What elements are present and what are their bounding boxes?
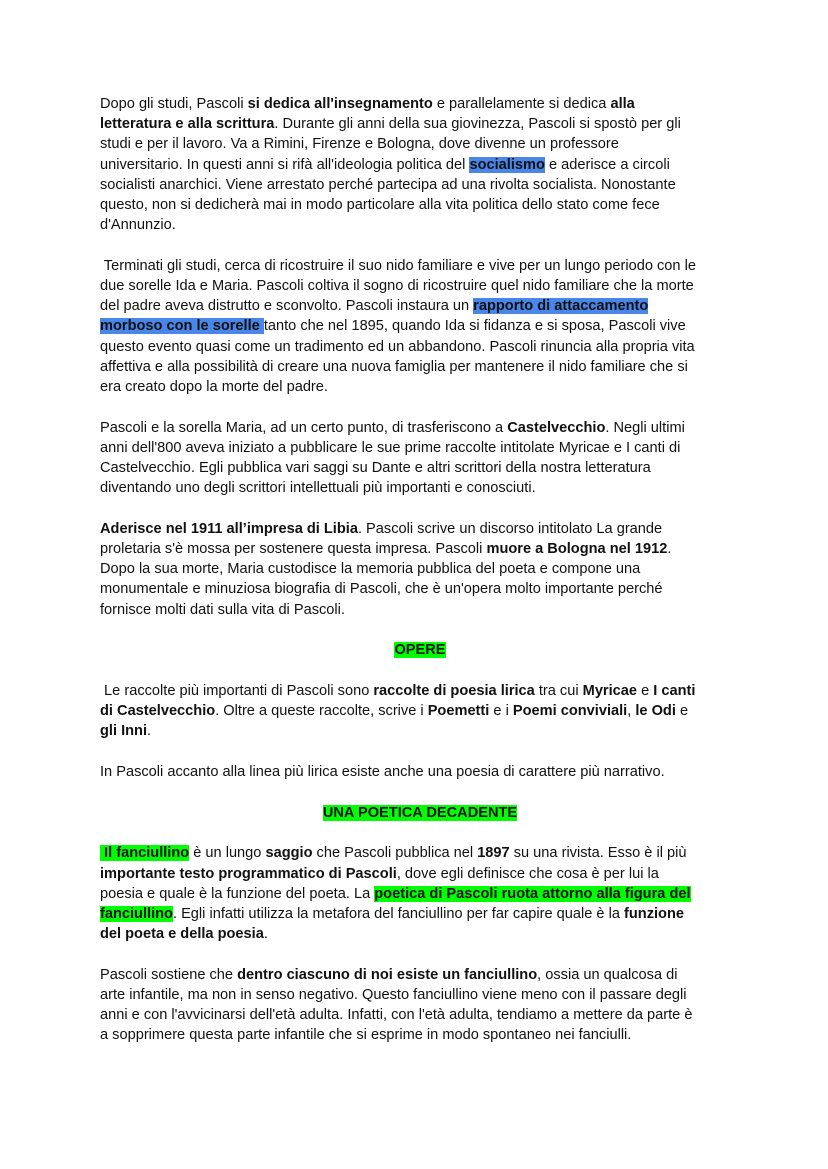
highlighted-text: Il fanciullino — [100, 845, 190, 862]
bold-text: I canti — [653, 683, 696, 699]
heading-poetica-decadente — [100, 803, 740, 823]
text-run: Terminati gli studi, cerca di ricostruire il suo nido familiare e vive per un lungo periodo con le — [100, 257, 696, 274]
text-line — [100, 438, 740, 458]
text-line — [100, 681, 740, 701]
bold-text: Poemi conviviali — [512, 703, 628, 720]
text-line — [100, 1025, 740, 1045]
text-line — [100, 904, 740, 924]
text-line — [100, 519, 740, 539]
bold-text: 1897 — [477, 845, 510, 862]
text-line — [100, 276, 740, 296]
text-line — [100, 195, 740, 215]
text-run: affettiva e alla possibilità di creare una nuova famiglia per mantenere il nido familiare che si — [100, 358, 688, 375]
text-run: Castelvecchio. Egli pubblica vari saggi su Dante e altri scrittori della nostra letteratura — [100, 460, 651, 476]
bold-text: letteratura e alla scrittura — [100, 116, 275, 133]
text-run: su una rivista. Esso è il più — [509, 845, 687, 862]
document-page — [100, 94, 740, 1066]
highlighted-text: socialismo — [469, 156, 545, 173]
paragraph-fanciullino — [100, 843, 740, 944]
bold-text: del poeta e della poesia — [100, 926, 264, 943]
text-run: e aderisce a circoli — [544, 156, 670, 173]
bold-text: saggio — [265, 845, 313, 862]
text-run: tanto che nel 1895, quando Ida si fidanza e si sposa, Pascoli vive — [263, 318, 686, 335]
bold-text: funzione — [624, 906, 684, 922]
text-line — [100, 316, 740, 336]
text-run: poesia e quale è la funzione del poeta. La — [100, 885, 375, 902]
text-line — [100, 884, 740, 904]
text-run: universitario. In questi anni si rifà all'ideologia politica del — [100, 156, 470, 173]
text-run: , — [627, 703, 636, 720]
text-line — [100, 134, 740, 154]
text-run: . Durante gli anni della sua giovinezza, Pascoli si spostò per gli — [274, 116, 681, 133]
bold-text: Myricae — [582, 683, 638, 699]
text-run: . — [147, 723, 152, 740]
highlighted-text: UNA POETICA DECADENTE — [322, 804, 518, 821]
text-line — [100, 539, 740, 559]
highlighted-text: OPERE — [394, 642, 446, 659]
highlighted-text: rapporto di attaccamento — [473, 298, 649, 315]
bold-text: gli Inni — [100, 723, 148, 740]
bold-text: alla — [610, 96, 635, 112]
text-run: era creato dopo la morte del padre. — [100, 378, 328, 395]
text-line — [100, 701, 740, 721]
text-line — [100, 965, 740, 985]
paragraph-studies — [100, 94, 740, 235]
text-run: questo, non si dedicherà mai in modo particolare alla vita politica dello stato come fece — [100, 196, 660, 213]
text-run: studi e per il lavoro. Va a Rimini, Firenze e Bologna, dove divenne un professore — [100, 136, 619, 153]
highlighted-text: poetica di Pascoli ruota attorno alla figura del — [374, 885, 691, 902]
text-run: anni dell'800 aveva iniziato a pubblicare le sue prime raccolte intitolate Myricae e I canti di — [100, 439, 681, 456]
bold-text: raccolte di poesia lirica — [373, 683, 535, 699]
bold-text: Aderisce nel 1911 all’impresa di Libia — [100, 520, 358, 537]
text-run: arte infantile, ma non in senso negativo. Questo fanciullino viene meno con il passare degli — [100, 987, 687, 1004]
text-run: . — [667, 541, 672, 558]
text-run: Dopo gli studi, Pascoli — [100, 96, 248, 112]
text-line — [100, 559, 740, 579]
text-run: due sorelle Ida e Maria. Pascoli coltiva il sogno di ricostruire quel nido familiare che la morte — [100, 278, 694, 294]
text-line — [100, 924, 740, 944]
text-run: . Oltre a queste raccolte, scrive i — [215, 703, 428, 720]
text-line — [100, 721, 740, 741]
text-line — [100, 175, 740, 195]
text-line — [100, 256, 740, 276]
text-line — [100, 155, 740, 175]
text-run: e — [675, 703, 689, 720]
text-run: proletaria s'è mossa per sostenere questa impresa. Pascoli — [100, 541, 487, 558]
text-run: è un lungo — [189, 845, 266, 862]
text-run: diventando uno degli scrittori intellettuali più importanti e conosciuti. — [100, 480, 536, 497]
paragraph-opere — [100, 681, 740, 742]
text-run: In Pascoli accanto alla linea più lirica esiste anche una poesia di carattere più narrativo. — [100, 764, 665, 781]
text-run: . Pascoli scrive un discorso intitolato La grande — [357, 520, 663, 537]
text-run: socialisti anarchici. Viene arrestato perché partecipa ad una rivolta socialista. Nonostante — [100, 176, 676, 193]
paragraph-libia — [100, 519, 740, 620]
text-run: Dopo la sua morte, Maria custodisce la memoria pubblica del poeta e compone una — [100, 561, 641, 578]
text-run: a sopprimere questa parte infantile che si esprime in modo spontaneo nei fanciulli. — [100, 1027, 632, 1044]
text-line — [100, 803, 740, 823]
paragraph-castelvecchio — [100, 418, 740, 499]
text-line — [100, 458, 740, 478]
text-line — [100, 215, 740, 235]
text-run: , dove egli definisce che cosa è per lui la — [396, 865, 659, 882]
text-run: fornisce molti dati sulla vita di Pascoli. — [100, 601, 345, 618]
bold-text: Castelvecchio — [507, 419, 606, 436]
text-run: che Pascoli pubblica nel — [312, 845, 478, 862]
text-run: . Egli infatti utilizza la metafora del fanciullino per far capire quale è la — [172, 906, 624, 922]
heading-opere — [100, 640, 740, 660]
bold-text: importante testo programmatico di Pascoli — [100, 865, 397, 882]
text-run: Le raccolte più importanti di Pascoli sono — [100, 683, 374, 699]
text-run: d'Annunzio. — [100, 217, 176, 234]
text-line — [100, 478, 740, 498]
text-line — [100, 600, 740, 620]
text-line — [100, 377, 740, 397]
text-line — [100, 1005, 740, 1025]
bold-text: dentro ciascuno di noi esiste un fanciullino — [237, 966, 538, 983]
text-line — [100, 843, 740, 863]
text-run: questo evento quasi come un tradimento ed un abbandono. Pascoli rinuncia alla propria vita — [100, 338, 695, 355]
text-run: e i — [489, 703, 513, 720]
bold-text: muore a Bologna nel 1912 — [486, 541, 668, 558]
text-line — [100, 296, 740, 316]
text-line — [100, 357, 740, 377]
text-run: e — [637, 683, 654, 699]
text-run: anni e con l'avvicinarsi dell'età adulta. Infatti, con l'età adulta, tendiamo a mettere da parte è — [100, 1007, 693, 1024]
text-run: del padre aveva distrutto e sconvolto. Pascoli instaura un — [100, 298, 474, 315]
text-run: e parallelamente si dedica — [432, 96, 611, 112]
highlighted-text: morboso con le sorelle — [100, 318, 264, 335]
text-run: Pascoli sostiene che — [100, 966, 238, 983]
text-line — [100, 337, 740, 357]
paragraph-fanciullino-2 — [100, 965, 740, 1046]
paragraph-family — [100, 256, 740, 397]
text-line — [100, 418, 740, 438]
text-run: monumentale e minuziosa biografia di Pascoli, che è un'opera molto importante perché — [100, 581, 663, 598]
bold-text: Poemetti — [427, 703, 490, 720]
bold-text: si dedica all'insegnamento — [247, 96, 433, 112]
text-line — [100, 94, 740, 114]
text-run: . Negli ultimi — [605, 419, 685, 436]
bold-text: di Castelvecchio — [100, 703, 216, 720]
highlighted-text: fanciullino — [100, 906, 173, 922]
text-line — [100, 579, 740, 599]
text-line — [100, 864, 740, 884]
text-line — [100, 762, 740, 782]
text-line — [100, 640, 740, 660]
text-line — [100, 114, 740, 134]
paragraph-narrative — [100, 762, 740, 782]
text-run: . — [263, 926, 268, 943]
text-line — [100, 985, 740, 1005]
text-run: Pascoli e la sorella Maria, ad un certo punto, di trasferiscono a — [100, 419, 508, 436]
text-run: tra cui — [534, 683, 583, 699]
text-run: , ossia un qualcosa di — [537, 966, 678, 983]
bold-text: le Odi — [635, 703, 676, 720]
